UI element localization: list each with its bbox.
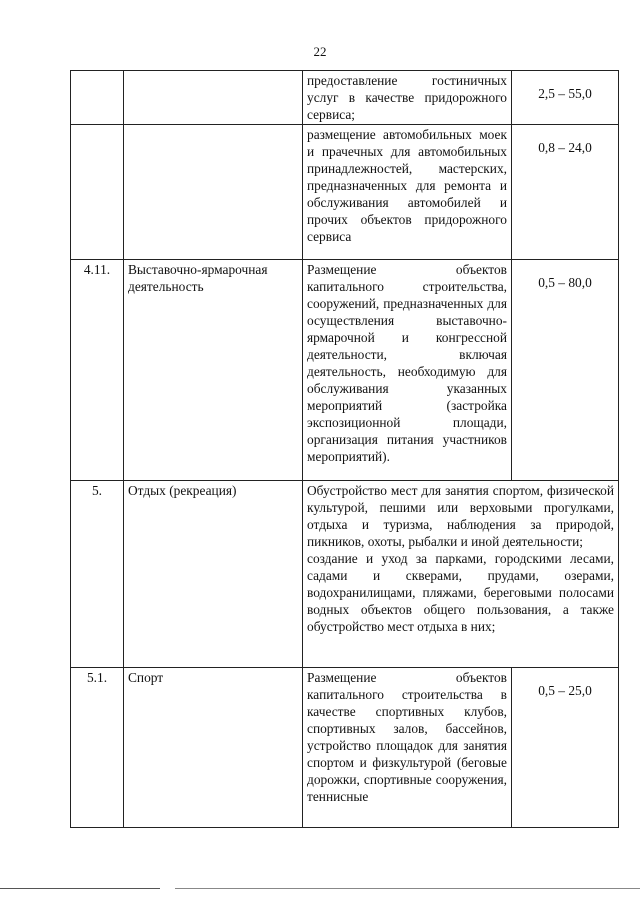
description-paragraph: Обустройство мест для занятия спортом, физической культурой, пешими или верховыми прогулками, отдыха и туризма, наблюдения за природой, пикников, охоты, рыбалки и иной деятельности; <box>307 483 614 549</box>
row-description-cell: Размещение объектов капитального строительства, сооружений, предназначенных для осуществления выставочно-ярмарочной и конгрессной деятельности, включая деятельность, необходимую для обслуживания указанных мероприятий (застройка экспозиционной площади, организация питания участников мероприятий). <box>303 260 512 481</box>
page-number: 22 <box>313 44 327 59</box>
row-number-cell <box>71 71 124 125</box>
table-row <box>71 71 619 125</box>
row-value-cell: 0,5 – 25,0 <box>512 668 619 828</box>
row-name-cell <box>124 71 303 125</box>
row-description-cell: предоставление гостиничных услуг в качестве придорожного сервиса; <box>303 71 512 125</box>
table-row <box>71 260 619 481</box>
row-value-cell: 2,5 – 55,0 <box>512 71 619 125</box>
row-name-cell: Выставочно-ярмарочная деятельность <box>124 260 303 481</box>
row-name-cell: Спорт <box>124 668 303 828</box>
land-use-table <box>70 70 619 828</box>
row-value-cell: 0,5 – 80,0 <box>512 260 619 481</box>
row-number-cell: 4.11. <box>71 260 124 481</box>
row-description-cell: Размещение объектов капитального строительства в качестве спортивных клубов, спортивных залов, бассейнов, устройство площадок для занятия спортом и физкультурой (беговые дорожки, спортивные сооружения, теннисные <box>303 668 512 828</box>
description-paragraph: создание и уход за парками, городскими лесами, садами и скверами, прудами, озерами, водохранилищами, пляжами, береговыми полосами водных объектов общего пользования, а также обустройство мест отдыха в них; <box>307 551 614 634</box>
row-number-cell <box>71 125 124 260</box>
row-name-cell <box>124 125 303 260</box>
scan-artifact-line <box>0 888 160 889</box>
table-row <box>71 668 619 828</box>
row-number-cell: 5. <box>71 481 124 668</box>
row-name-cell: Отдых (рекреация) <box>124 481 303 668</box>
row-number-cell: 5.1. <box>71 668 124 828</box>
row-description-cell <box>303 481 619 668</box>
scan-artifact-line <box>175 888 640 889</box>
table-row <box>71 125 619 260</box>
row-value-cell: 0,8 – 24,0 <box>512 125 619 260</box>
row-description-cell: размещение автомобильных моек и прачечных для автомобильных принадлежностей, мастерских, предназначенных для ремонта и обслуживания автомобилей и прочих объектов придорожного сервиса <box>303 125 512 260</box>
table-row <box>71 481 619 668</box>
